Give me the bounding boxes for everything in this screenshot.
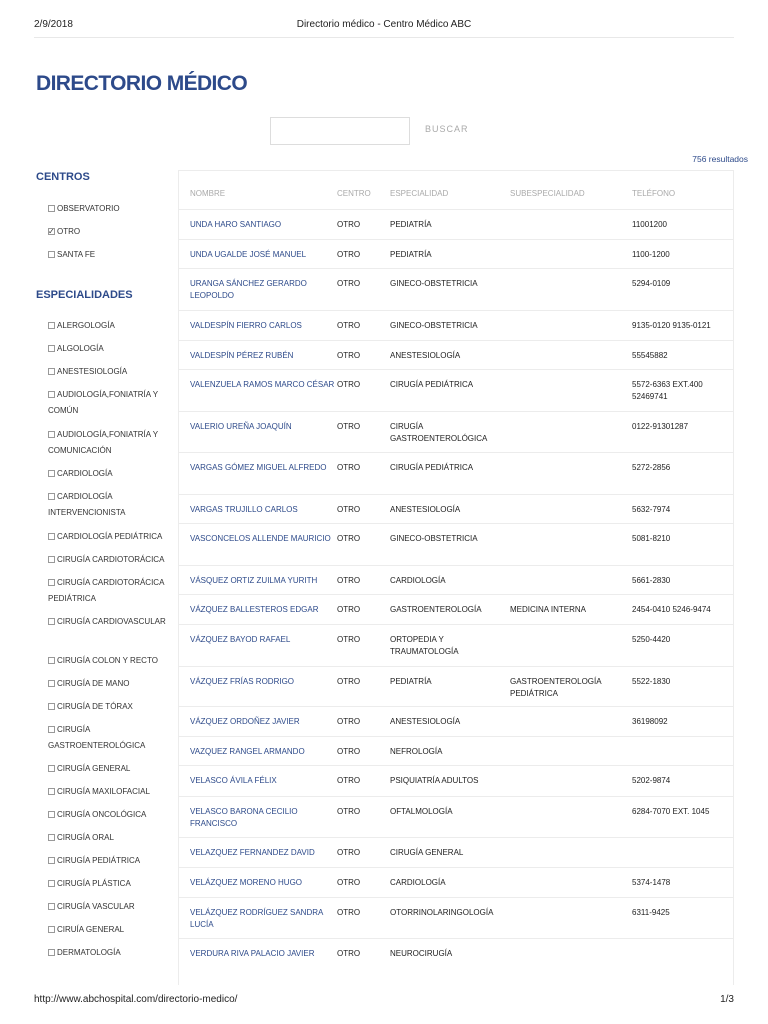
filter-centro-otro[interactable] bbox=[48, 224, 176, 240]
filter-label: ALERGOLOGÍA bbox=[57, 321, 115, 330]
col-header-subespecialidad[interactable]: SUBESPECIALIDAD bbox=[510, 189, 585, 198]
filter-especialidad[interactable] bbox=[48, 341, 176, 357]
table-row bbox=[178, 867, 734, 898]
checkbox-icon[interactable] bbox=[48, 880, 55, 887]
filter-especialidad[interactable] bbox=[48, 853, 176, 869]
print-date: 2/9/2018 bbox=[34, 19, 73, 30]
checkbox-icon[interactable] bbox=[48, 368, 55, 375]
centro-cell: OTRO bbox=[337, 747, 361, 756]
filter-centro-santa-fe[interactable] bbox=[48, 247, 176, 263]
checkbox-icon[interactable] bbox=[48, 579, 55, 586]
checkbox-icon[interactable] bbox=[48, 470, 55, 477]
header-divider bbox=[34, 37, 734, 38]
telefono-cell: 5294-0109 bbox=[632, 279, 671, 288]
filter-especialidad[interactable] bbox=[48, 784, 176, 800]
centro-cell: OTRO bbox=[337, 463, 361, 472]
doctor-name-link[interactable]: VALERIO UREÑA JOAQUÍN bbox=[190, 422, 292, 431]
search-button[interactable]: BUSCAR bbox=[425, 124, 469, 134]
table-row bbox=[178, 938, 734, 969]
centro-cell: OTRO bbox=[337, 605, 361, 614]
table-row bbox=[178, 268, 734, 311]
doctor-name-link[interactable]: VELASCO BARONA CECILIO FRANCISCO bbox=[190, 807, 298, 828]
checkbox-icon[interactable] bbox=[48, 703, 55, 710]
filter-especialidad[interactable] bbox=[48, 427, 176, 459]
filter-label: CIRUGÍA CARDIOVASCULAR bbox=[57, 617, 166, 626]
filter-label: CIRUGÍA DE TÓRAX bbox=[57, 702, 133, 711]
print-title: Directorio médico - Centro Médico ABC bbox=[296, 19, 472, 30]
filter-label: ANESTESIOLOGÍA bbox=[57, 367, 128, 376]
centro-cell: OTRO bbox=[337, 576, 361, 585]
doctor-name-link[interactable]: VÁZQUEZ FRÍAS RODRIGO bbox=[190, 677, 295, 686]
checkbox-icon[interactable] bbox=[48, 926, 55, 933]
filter-especialidad[interactable] bbox=[48, 653, 176, 669]
telefono-cell: 5632-7974 bbox=[632, 505, 671, 514]
filter-label: CIRUGÍA PEDIÁTRICA bbox=[57, 856, 141, 865]
filter-especialidad[interactable] bbox=[48, 489, 176, 521]
checkbox-icon[interactable] bbox=[48, 765, 55, 772]
checkbox-icon[interactable] bbox=[48, 903, 55, 910]
checkbox-icon[interactable] bbox=[48, 345, 55, 352]
especialidad-cell: ANESTESIOLOGÍA bbox=[390, 505, 461, 514]
filter-especialidad[interactable] bbox=[48, 945, 176, 961]
centro-cell: OTRO bbox=[337, 848, 361, 857]
checkbox-icon[interactable] bbox=[48, 680, 55, 687]
especialidad-cell: PEDIATRÍA bbox=[390, 250, 432, 259]
especialidad-cell: CARDIOLOGÍA bbox=[390, 576, 446, 585]
checkbox-icon[interactable] bbox=[48, 391, 55, 398]
filter-label: CIRUGÍA CARDIOTORÁCICA PEDIÁTRICA bbox=[48, 578, 164, 603]
table-row bbox=[178, 340, 734, 370]
filter-label: CIRUGÍA MAXILOFACIAL bbox=[57, 787, 150, 796]
especialidad-cell: CIRUGÍA PEDIÁTRICA bbox=[390, 463, 474, 472]
table-row bbox=[178, 706, 734, 737]
checkbox-icon[interactable] bbox=[48, 431, 55, 438]
filter-label: CIRUGÍA CARDIOTORÁCICA bbox=[57, 555, 165, 564]
doctor-name-link[interactable]: VELASCO ÁVILA FÉLIX bbox=[190, 776, 277, 785]
filter-label: CIRUGÍA VASCULAR bbox=[57, 902, 135, 911]
doctor-name-link[interactable]: VERDURA RIVA PALACIO JAVIER bbox=[190, 949, 315, 958]
doctor-name-link[interactable]: VELÁZQUEZ MORENO HUGO bbox=[190, 878, 303, 887]
table-row bbox=[178, 452, 734, 495]
table-row bbox=[178, 897, 734, 939]
table-row bbox=[178, 594, 734, 625]
filter-especialidad[interactable] bbox=[48, 899, 176, 915]
doctor-name-link[interactable]: UNDA UGALDE JOSÉ MANUEL bbox=[190, 250, 307, 259]
doctor-name-link[interactable]: VÁSQUEZ ORTIZ ZUILMA YURITH bbox=[190, 576, 318, 585]
checkbox-icon[interactable] bbox=[48, 788, 55, 795]
table-row bbox=[178, 523, 734, 566]
centro-cell: OTRO bbox=[337, 949, 361, 958]
print-header bbox=[0, 0, 768, 38]
checkbox-icon[interactable] bbox=[48, 205, 55, 212]
especialidad-cell: NEUROCIRUGÍA bbox=[390, 949, 453, 958]
telefono-cell: 5202-9874 bbox=[632, 776, 671, 785]
filter-label: CARDIOLOGÍA bbox=[57, 469, 113, 478]
centro-cell: OTRO bbox=[337, 878, 361, 887]
checkbox-icon[interactable] bbox=[48, 857, 55, 864]
doctor-name-link[interactable]: VARGAS TRUJILLO CARLOS bbox=[190, 505, 298, 514]
especialidad-cell: PEDIATRÍA bbox=[390, 677, 432, 686]
filter-label: CIRUGÍA ONCOLÓGICA bbox=[57, 810, 147, 819]
checkbox-icon[interactable] bbox=[48, 949, 55, 956]
checkbox-icon[interactable] bbox=[48, 834, 55, 841]
filter-label: CIRUGÍA COLON Y RECTO bbox=[57, 656, 158, 665]
filter-label: DERMATOLOGÍA bbox=[57, 948, 121, 957]
filter-label: AUDIOLOGÍA,FONIATRÍA Y COMUNICACIÓN bbox=[48, 430, 158, 455]
table-row bbox=[178, 624, 734, 667]
filter-especialidad[interactable] bbox=[48, 387, 176, 419]
especialidad-cell: PSIQUIATRÍA ADULTOS bbox=[390, 776, 479, 785]
checkbox-icon[interactable] bbox=[48, 726, 55, 733]
filter-especialidad[interactable] bbox=[48, 575, 176, 607]
especialidad-cell: PEDIATRÍA bbox=[390, 220, 432, 229]
filter-especialidad[interactable] bbox=[48, 318, 176, 334]
especialidad-cell: GASTROENTEROLOGÍA bbox=[390, 605, 482, 614]
filter-label: CIRUGÍA GENERAL bbox=[57, 764, 131, 773]
especialidad-cell: CIRUGÍA PEDIÁTRICA bbox=[390, 380, 474, 389]
telefono-cell: 5272-2856 bbox=[632, 463, 671, 472]
filter-especialidad[interactable] bbox=[48, 722, 176, 754]
col-header-telefono[interactable]: TELÉFONO bbox=[632, 189, 676, 198]
filter-especialidad[interactable] bbox=[48, 830, 176, 846]
filter-label: CIRUÍA GENERAL bbox=[57, 925, 125, 934]
telefono-cell: 5081-8210 bbox=[632, 534, 671, 543]
doctor-name-link[interactable]: VÁZQUEZ ORDOÑEZ JAVIER bbox=[190, 717, 300, 726]
centro-cell: OTRO bbox=[337, 505, 361, 514]
doctor-name-link[interactable]: VELÁZQUEZ RODRÍGUEZ SANDRA LUCÍA bbox=[190, 908, 323, 929]
filter-especialidad[interactable] bbox=[48, 466, 176, 482]
centro-cell: OTRO bbox=[337, 677, 361, 686]
especialidad-cell: NEFROLOGÍA bbox=[390, 747, 443, 756]
col-header-especialidad[interactable]: ESPECIALIDAD bbox=[390, 189, 449, 198]
especialidades-title: ESPECIALIDADES bbox=[36, 289, 133, 301]
checkbox-checked-icon[interactable] bbox=[48, 228, 55, 235]
col-header-nombre[interactable]: NOMBRE bbox=[190, 189, 226, 198]
filter-label: OTRO bbox=[57, 227, 81, 236]
results-count: 756 resultados bbox=[692, 154, 748, 164]
especialidad-cell: GINECO-OBSTETRICIA bbox=[390, 534, 478, 543]
table-row bbox=[178, 369, 734, 412]
subespecialidad-cell: GASTROENTEROLOGÍA PEDIÁTRICA bbox=[510, 677, 602, 698]
filter-especialidad[interactable] bbox=[48, 614, 176, 630]
filter-label: CIRUGÍA PLÁSTICA bbox=[57, 879, 131, 888]
especialidad-cell: CIRUGÍA GASTROENTEROLÓGICA bbox=[390, 422, 488, 443]
filter-especialidad[interactable] bbox=[48, 922, 176, 938]
centro-cell: OTRO bbox=[337, 250, 361, 259]
checkbox-icon[interactable] bbox=[48, 618, 55, 625]
checkbox-icon[interactable] bbox=[48, 533, 55, 540]
filter-especialidad[interactable] bbox=[48, 807, 176, 823]
filter-label: CARDIOLOGÍA INTERVENCIONISTA bbox=[48, 492, 126, 517]
subespecialidad-cell: MEDICINA INTERNA bbox=[510, 605, 587, 614]
telefono-cell: 9135-0120 9135-0121 bbox=[632, 321, 711, 330]
filter-label: CIRUGÍA ORAL bbox=[57, 833, 114, 842]
especialidad-cell: GINECO-OBSTETRICIA bbox=[390, 321, 478, 330]
checkbox-icon[interactable] bbox=[48, 657, 55, 664]
centro-cell: OTRO bbox=[337, 220, 361, 229]
filter-especialidad[interactable] bbox=[48, 876, 176, 892]
table-row bbox=[178, 209, 734, 240]
doctor-name-link[interactable]: URANGA SÁNCHEZ GERARDO LEOPOLDO bbox=[190, 279, 307, 300]
telefono-cell: 11001200 bbox=[632, 220, 667, 229]
table-row bbox=[178, 310, 734, 341]
doctor-name-link[interactable]: VALDESPÍN PÉREZ RUBÉN bbox=[190, 351, 294, 360]
centro-cell: OTRO bbox=[337, 534, 361, 543]
table-row bbox=[178, 666, 734, 707]
doctor-name-link[interactable]: VALENZUELA RAMOS MARCO CÉSAR bbox=[190, 380, 335, 389]
telefono-cell: 55545882 bbox=[632, 351, 668, 360]
especialidad-cell: OFTALMOLOGÍA bbox=[390, 807, 453, 816]
checkbox-icon[interactable] bbox=[48, 493, 55, 500]
filter-label: AUDIOLOGÍA,FONIATRÍA Y COMÚN bbox=[48, 390, 158, 415]
filter-label: SANTA FE bbox=[57, 250, 96, 259]
centro-cell: OTRO bbox=[337, 422, 361, 431]
telefono-cell: 0122-91301287 bbox=[632, 422, 689, 431]
search-input[interactable] bbox=[270, 117, 410, 145]
doctor-name-link[interactable]: UNDA HARO SANTIAGO bbox=[190, 220, 282, 229]
telefono-cell: 36198092 bbox=[632, 717, 668, 726]
doctor-name-link[interactable]: VÁZQUEZ BALLESTEROS EDGAR bbox=[190, 605, 319, 614]
especialidad-cell: CIRUGÍA GENERAL bbox=[390, 848, 464, 857]
filter-especialidad[interactable] bbox=[48, 699, 176, 715]
print-page-number: 1/3 bbox=[720, 994, 734, 1005]
filter-label: CIRUGÍA GASTROENTEROLÓGICA bbox=[48, 725, 146, 750]
centro-cell: OTRO bbox=[337, 380, 361, 389]
centro-cell: OTRO bbox=[337, 321, 361, 330]
table-row bbox=[178, 411, 734, 453]
centro-cell: OTRO bbox=[337, 807, 361, 816]
print-url: http://www.abchospital.com/directorio-medico/ bbox=[34, 994, 238, 1005]
especialidad-cell: OTORRINOLARINGOLOGÍA bbox=[390, 908, 494, 917]
centro-cell: OTRO bbox=[337, 279, 361, 288]
filter-especialidad[interactable] bbox=[48, 676, 176, 692]
table-row bbox=[178, 565, 734, 595]
filter-label: CIRUGÍA DE MANO bbox=[57, 679, 130, 688]
telefono-cell: 1100-1200 bbox=[632, 250, 670, 259]
telefono-cell: 6284-7070 EXT. 1045 bbox=[632, 807, 710, 816]
doctor-name-link[interactable]: VAZQUEZ RANGEL ARMANDO bbox=[190, 747, 305, 756]
centro-cell: OTRO bbox=[337, 717, 361, 726]
telefono-cell: 5250-4420 bbox=[632, 635, 671, 644]
especialidad-cell: ANESTESIOLOGÍA bbox=[390, 351, 461, 360]
filter-label: CARDIOLOGÍA PEDIÁTRICA bbox=[57, 532, 163, 541]
doctor-name-link[interactable]: VELAZQUEZ FERNANDEZ DAVID bbox=[190, 848, 315, 857]
table-row bbox=[178, 736, 734, 766]
doctor-name-link[interactable]: VÁZQUEZ BAYOD RAFAEL bbox=[190, 635, 291, 644]
table-row bbox=[178, 837, 734, 868]
centro-cell: OTRO bbox=[337, 351, 361, 360]
telefono-cell: 5374-1478 bbox=[632, 878, 671, 887]
especialidad-cell: ORTOPEDIA Y TRAUMATOLOGÍA bbox=[390, 635, 459, 656]
especialidad-cell: ANESTESIOLOGÍA bbox=[390, 717, 461, 726]
telefono-cell: 6311-9425 bbox=[632, 908, 670, 917]
checkbox-icon[interactable] bbox=[48, 556, 55, 563]
table-row bbox=[178, 796, 734, 838]
filter-centro-observatorio[interactable] bbox=[48, 201, 176, 217]
telefono-cell: 2454-0410 5246-9474 bbox=[632, 605, 711, 614]
table-row bbox=[178, 239, 734, 269]
doctor-name-link[interactable]: VALDESPÍN FIERRO CARLOS bbox=[190, 321, 302, 330]
telefono-cell: 5522-1830 bbox=[632, 677, 671, 686]
checkbox-icon[interactable] bbox=[48, 811, 55, 818]
checkbox-icon[interactable] bbox=[48, 322, 55, 329]
centro-cell: OTRO bbox=[337, 635, 361, 644]
telefono-cell: 5572-6363 EXT.400 52469741 bbox=[632, 380, 703, 401]
filter-especialidad[interactable] bbox=[48, 552, 176, 568]
centro-cell: OTRO bbox=[337, 776, 361, 785]
filter-especialidad[interactable] bbox=[48, 364, 176, 380]
filter-label: ALGOLOGÍA bbox=[57, 344, 104, 353]
centros-title: CENTROS bbox=[36, 171, 90, 183]
doctor-name-link[interactable]: VASCONCELOS ALLENDE MAURICIO bbox=[190, 534, 331, 543]
checkbox-icon[interactable] bbox=[48, 251, 55, 258]
table-row bbox=[178, 494, 734, 524]
page-title: DIRECTORIO MÉDICO bbox=[36, 72, 248, 95]
especialidad-cell: CARDIOLOGÍA bbox=[390, 878, 446, 887]
filter-especialidad[interactable] bbox=[48, 529, 176, 545]
centro-cell: OTRO bbox=[337, 908, 361, 917]
especialidad-cell: GINECO-OBSTETRICIA bbox=[390, 279, 478, 288]
table-row bbox=[178, 765, 734, 797]
filter-especialidad[interactable] bbox=[48, 761, 176, 777]
col-header-centro[interactable]: CENTRO bbox=[337, 189, 371, 198]
filter-label: OBSERVATORIO bbox=[57, 204, 120, 213]
doctor-name-link[interactable]: VARGAS GÓMEZ MIGUEL ALFREDO bbox=[190, 463, 327, 472]
telefono-cell: 5661-2830 bbox=[632, 576, 671, 585]
